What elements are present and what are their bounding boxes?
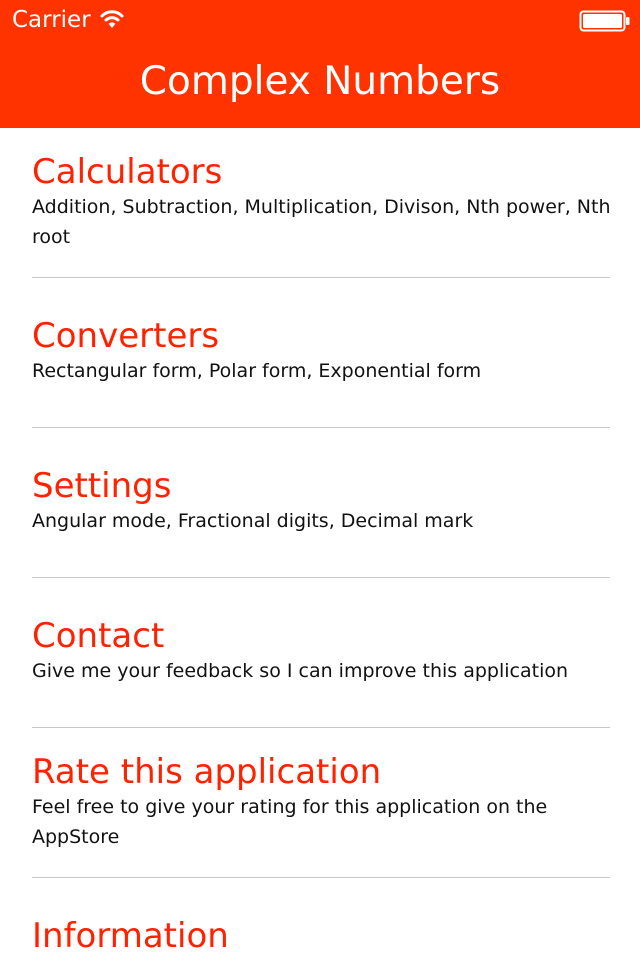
menu-item-subtitle: Give me your feedback so I can improve this application — [32, 660, 569, 682]
menu-item-converters[interactable] — [0, 278, 640, 428]
menu-item-information[interactable] — [0, 878, 640, 960]
menu-item-subtitle: Feel free to give your rating for this application on the AppStore — [32, 796, 548, 848]
nav-title: Complex Numbers — [139, 59, 501, 104]
menu-item-subtitle: Angular mode, Fractional digits, Decimal mark — [32, 510, 474, 532]
status-bar — [0, 0, 640, 40]
menu-item-subtitle: Rectangular form, Polar form, Exponential form — [32, 360, 482, 382]
navigation-header — [0, 0, 640, 128]
menu-item-contact[interactable] — [0, 578, 640, 728]
menu-item-settings[interactable] — [0, 428, 640, 578]
menu-list — [0, 128, 640, 960]
menu-item-title: Converters — [32, 316, 220, 356]
menu-item-title: Contact — [32, 616, 165, 656]
battery-icon — [579, 10, 631, 32]
menu-item-title: Calculators — [32, 152, 223, 192]
menu-item-calculators[interactable] — [0, 128, 640, 278]
carrier-label: Carrier — [12, 7, 91, 33]
menu-item-subtitle: Addition, Subtraction, Multiplication, Divison, Nth power, Nth root — [32, 196, 611, 248]
wifi-icon — [100, 8, 124, 30]
menu-item-title: Rate this application — [32, 752, 382, 792]
menu-item-title: Settings — [32, 466, 172, 506]
menu-item-title: Information — [32, 916, 229, 956]
menu-item-rate-app[interactable] — [0, 728, 640, 878]
